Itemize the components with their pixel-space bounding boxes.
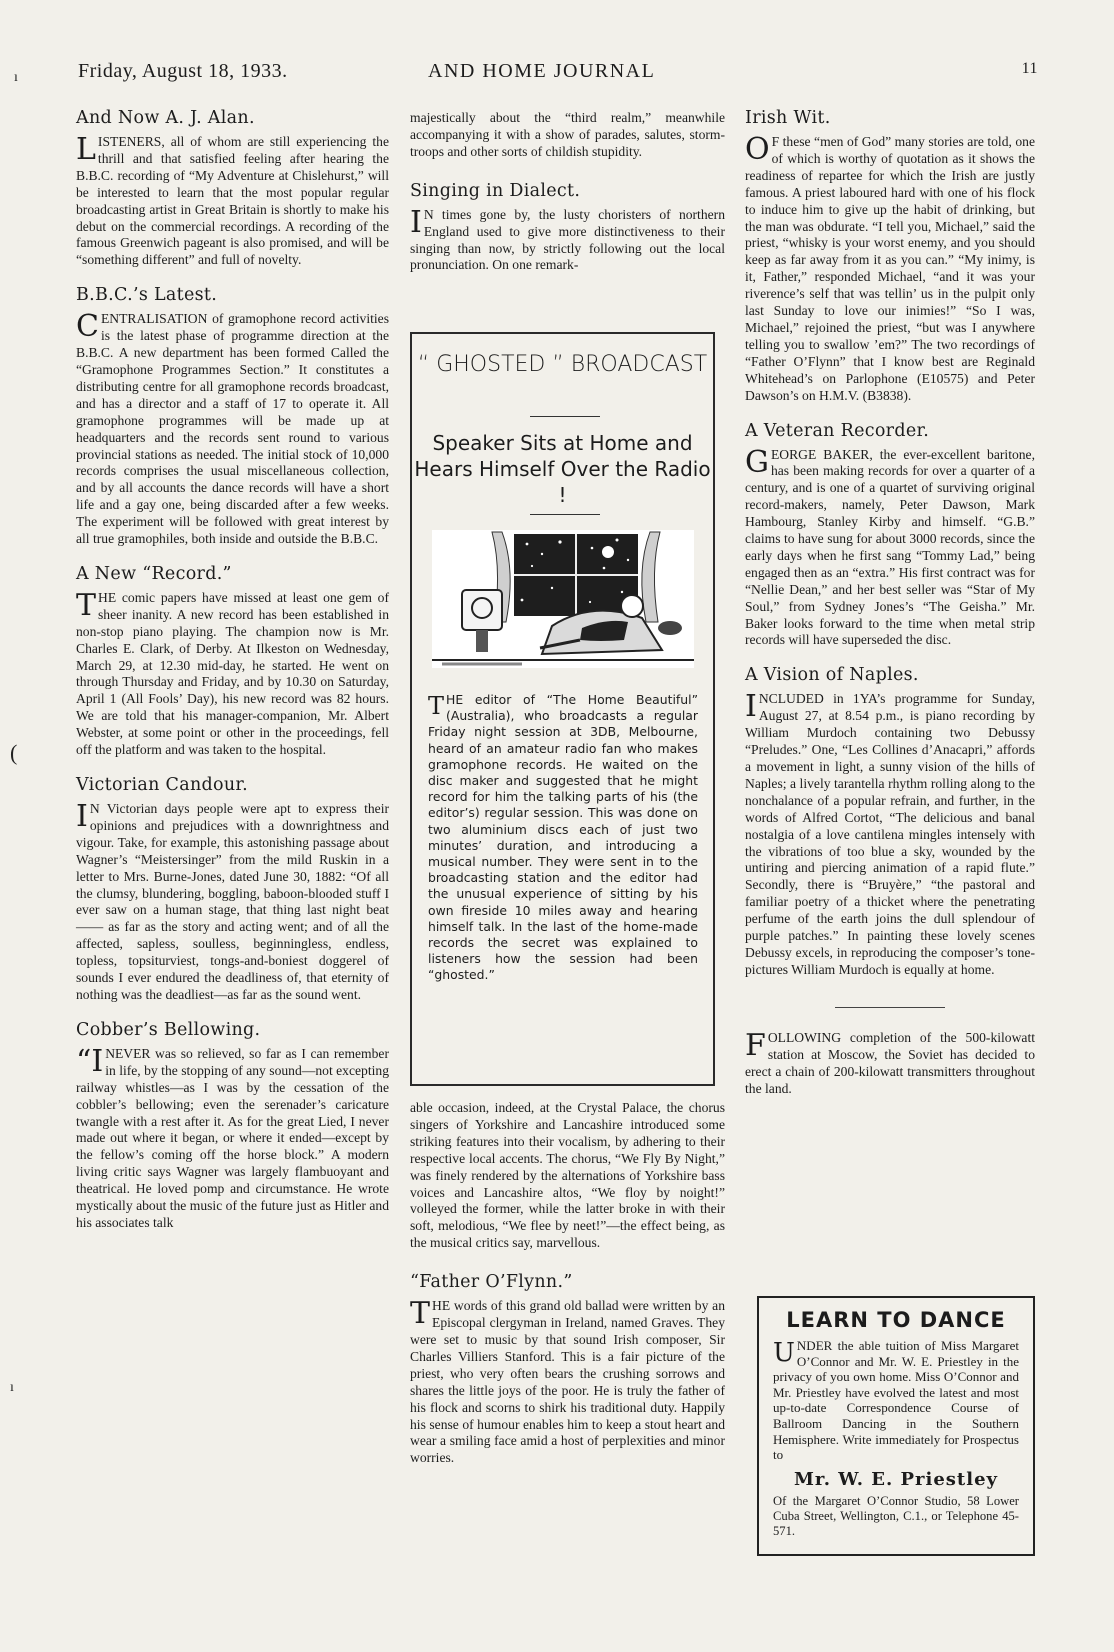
page-header	[78, 54, 1038, 88]
heading-and-now-aj-alan: And Now A. J. Alan.	[76, 108, 255, 128]
article-cobbers-bellowing	[76, 1043, 389, 1232]
ad-body	[773, 1338, 1019, 1463]
dropcap: T	[410, 1296, 431, 1332]
box-article-text: HE editor of “The Home Beautiful” (Australia), who broadcasts a regular Friday night session at 3DB, Melbourne, heard of an amateur radio fan who makes gramophone records. He waited on the disc maker and suggested that he might record for him the talking parts of his (the editor’s) regular session. This was done on two aluminium discs each of just two minutes’ duration, and introducing a musical number. They were sent in to the broadcasting station and the editor had the unusual experience of sitting by his own fireside 10 miles away and hearing himself talk. In the last of the home-made records the secret was explained to listeners how the session had been “ghosted.”	[428, 692, 698, 983]
article-text: N Victorian days people were apt to express their opinions and prejudices with a downrightness and vigour. Take, for example, this astonishing passage about Wagner’s “Meistersinger” from the mild Ruskin in a letter to Mrs. Burne-Jones, dated June 30, 1882: “Of all the clumsy, blundering, boggling, baboon-blooded stuff I ever saw on a human stage, that thing last night beat —— as far as the story and acting went; and of all the affected, sapless, soulless, beginningless, endless, topless, topsiturviest, tongs-and-boniest doggerel of sounds I ever endured the deadliness of, that eternity of nothing was the deadliest—as far as the sound went.	[76, 801, 389, 1002]
ad-title: LEARN TO DANCE	[786, 1308, 1006, 1332]
article-victorian-candour	[76, 801, 389, 1004]
heading-father-oflynn: “Father O’Flynn.”	[410, 1272, 573, 1293]
article-singing-in-dialect	[410, 204, 725, 275]
issue-date: Friday, August 18, 1933.	[78, 60, 288, 82]
column-1	[76, 108, 389, 1248]
cat-icon	[658, 621, 682, 635]
divider	[530, 416, 600, 417]
dropcap: I	[745, 689, 757, 725]
heading-cobbers-bellowing: Cobber’s Bellowing.	[76, 1019, 261, 1040]
article-bbc-latest	[76, 311, 389, 548]
margin-mark: ı	[14, 70, 18, 85]
box-title: “ GHOSTED ” BROADCAST	[417, 352, 708, 377]
dropcap: T	[76, 587, 97, 623]
article-text: HE words of this grand old ballad were written by an Episcopal clergyman in Ireland, named Graves. They were set to music by that sound Irish composer, Sir Charles Villiers Stanford. This is a fair picture of the priest, who very often bears the crushing sorrows and shares the little joys of the poor. He is truly the father of his flock and scorns to shirk his traditional duty. Happily his sense of humour enables him to keep a stout heart and wear a smiling face amid a host of perplexities and minor worries.	[410, 1298, 725, 1466]
dropcap: L	[76, 132, 96, 167]
ad-contact-name: Mr. W. E. Priestley	[794, 1468, 998, 1490]
article-text: NEVER was so relieved, so far as I can remember in life, by the stopping of any sound—not excepting railway whistles—as I was by the cessation of the cobbler’s bellowing; even the serenader’s caricature twangle with a rest after it. As for the great Lied, I never made out where it began, or where it ended—except by the fellow’s coming off the horse block.” A modern living critic says Wagner was largely flambuoyant and theatrical. He loved pomp and circumstance. He wrote mystically about the music of the future just as Hitler and his associates talk	[76, 1045, 389, 1230]
article-father-oflynn	[410, 1298, 725, 1467]
ad-text: NDER the able tuition of Miss Margaret O’Connor and Mr. W. E. Priestley in the privacy of you own home. Miss O’Connor and Mr. Priestley have evolved the latest and most up-to-date Correspondence Course of Ballroom Dancing in the Southern Hemisphere. Write immediately for Prospectus to	[773, 1338, 1019, 1463]
dropcap: I	[410, 204, 422, 240]
box-article	[428, 692, 698, 984]
masthead-title: AND HOME JOURNAL	[428, 60, 656, 82]
dropcap: F	[745, 1027, 766, 1063]
column-3	[745, 108, 1035, 1113]
dropcap: U	[773, 1338, 795, 1368]
divider	[530, 514, 600, 515]
continued-text: able occasion, indeed, at the Crystal Palace, the chorus singers of Yorkshire and Lancashire introduced some striking features into their vocalism, by adhering to their respective local accents. The chorus, “We Fly By Night,” was finely rendered by the alternations of Yorkshire bass voices and Lancashire altos, “We floy by noight!” volleyed the former, while the latter broke in with their soft, melodious, “We flee by neet!”—the effect being, as the musical critics say, marvellous.	[410, 1100, 725, 1251]
radio-listener-illustration	[432, 530, 694, 668]
dropcap: “I	[76, 1043, 104, 1079]
ghosted-broadcast-box	[410, 332, 715, 1086]
dropcap: G	[745, 444, 769, 480]
article-text: ENTRALISATION of gramophone record activities is the latest phase of programme direction at the B.B.C. A new department has been formed Called the “Gramophone Programmes Section.” It constitutes a distributing centre for all gramophone records broadcast, and has a director and a staff of 17 to operate it. All gramophone programmes will be made up at headquarters and the records sent round to various provincial stations as needed. The initial stock of 10,000 records comprises the usual miscellaneous collection, and by all accounts the dance records will have a short life and a gay one, being discarded after a few weeks. The experiment will be followed with great interest by all true gramophiles, both inside and outside the B.B.C.	[76, 311, 389, 547]
article-text: ISTENERS, all of whom are still experiencing the thrill and that satisfied feeling after hearing the B.B.C. recording of “My Adventure at Chislehurst,” will be interested to learn that the most popular regular broadcasting artist in Great Britain is shortly to make his debut on the commercial recordings. A recording of the famous Greenwich pageant is also promised, and will be “something different” and full of novelty.	[76, 134, 389, 268]
dropcap: I	[76, 799, 88, 834]
margin-mark: ı	[10, 1380, 14, 1395]
radio-icon	[462, 590, 502, 630]
margin-mark: (	[10, 740, 18, 765]
column-2-top	[410, 110, 725, 290]
divider	[835, 1007, 945, 1008]
article-text: EORGE BAKER, the ever-excellent baritone, has been making records for over a quarter of a century, and is one of a quartet of surviving original record-makers, namely, Peter Dawson, Mark Hambourg, Stanley Kirby and himself. “G.B.” claims to have sung for about 3000 records, since the early days when he first sang “Tommy Lad,” being engaged then as an “extra.” His first contract was for “Nellie Dean,” and her best seller was “Star of My Soul,” from Sydney Jones’s “The Geisha.” Mr. Baker looks forward to the time when metal strip records will have superseded the disc.	[745, 446, 1035, 648]
article-vision-of-naples	[745, 691, 1035, 978]
heading-veteran-recorder: A Veteran Recorder.	[745, 420, 930, 441]
article-and-now-aj-alan	[76, 134, 389, 269]
article-moscow-station	[745, 1027, 1035, 1098]
dropcap: O	[745, 132, 770, 167]
heading-victorian-candour: Victorian Candour.	[76, 775, 249, 795]
heading-vision-of-naples: A Vision of Naples.	[745, 665, 919, 686]
heading-new-record: A New “Record.”	[76, 563, 232, 584]
learn-to-dance-ad	[757, 1296, 1035, 1556]
dropcap: T	[428, 692, 445, 720]
article-text: F these “men of God” many stories are told, one of which is worthy of quotation as it shows the readiness of repartee for which the Irish are justly famous. A priest laboured hard with one of his flock to induce him to give up the habit of drinking, but the man was obdurate. “I tell you, Michael,” said the priest, “whisky is your worst enemy, and you should keep as far away from it as you can.” “My inimy, is it, Father,” responded Michael, “and it was your riverence’s self that was tellin’ us in the pulpit only last Sunday to love our inimies!” “So I was, Michael,” rejoined the priest, “but was I anywhere telling you to swallow ’em?” The two recordings of “Father O’Flynn” that I know best are Reginald Whitehead’s on Parlophone (E10575) and Peter Dawson’s on H.M.V. (B3838).	[745, 134, 1035, 403]
article-text: OLLOWING completion of the 500-kilowatt station at Moscow, the Soviet has decided to erect a chain of 200-kilowatt transmitters throughout the land.	[745, 1029, 1035, 1096]
article-text: NCLUDED in 1YA’s programme for Sunday, August 27, at 8.54 p.m., is piano recording by William Murdoch containing two Debussy “Preludes.” One, “Les Collines d’Anacapri,” affords a movement in light, a sunny vision of the hills of Naples; a lively tarantella rhythm rolling along to the nonchalance of a popular refrain, and further, in the words of Alfred Cortot, “The delicious and banal nostalgia of a love cantilena mingles intensely with the vibrations of too blue a sky, wounded by the untiring and piercing animation of a rapid flute.” Secondly, there is “Bruyère,” “the pastoral and familiar poetry of a thicket where the penetrating perfume of the earth joins the dull splendour of purple patches.” In painting these lovely scenes Debussy excels, in reproducing the composer’s tone-pictures William Murdoch is equally at home.	[745, 691, 1035, 977]
article-new-record	[76, 587, 389, 759]
heading-irish-wit: Irish Wit.	[745, 108, 831, 128]
continued-text: majestically about the “third realm,” meanwhile accompanying it with a show of parades, salutes, storm-troops and other sorts of childish stupidity.	[410, 110, 725, 159]
article-text: HE comic papers have missed at least one gem of sheer inanity. A new record has been established in non-stop piano playing. The champion now is Mr. Charles E. Clark, of Derby. At Ilkeston on Wednesday, March 29, at 12.30 mid-day, he started. He went on through Thursday and Friday, and by 10.30 on Saturday, April 1 (All Fools’ Day), his new record was 82 hours. We are told that his manager-companion, Mr. Albert Webster, at some point or other in the proceedings, fell off the platform and was taken to the hospital.	[76, 589, 389, 758]
article-text: N times gone by, the lusty choristers of northern England used to give more distinctiveness to their singing than now, by strictly following out the local pronunciation. On one remark-	[410, 206, 725, 273]
ad-address: Of the Margaret O’Connor Studio, 58 Lower Cuba Street, Wellington, C.1., or Telephone 45-571.	[773, 1493, 1019, 1538]
heading-bbc-latest: B.B.C.’s Latest.	[76, 285, 218, 306]
page-number: 11	[1021, 60, 1038, 77]
listener-head-icon	[621, 595, 643, 617]
dropcap: C	[76, 309, 99, 345]
heading-singing-in-dialect: Singing in Dialect.	[410, 180, 581, 201]
box-subtitle: Speaker Sits at Home and Hears Himself Over the Radio !	[414, 431, 711, 507]
article-veteran-recorder	[745, 444, 1035, 650]
article-irish-wit	[745, 134, 1035, 405]
column-2-bottom	[410, 1100, 725, 1483]
moon-icon	[602, 546, 614, 558]
